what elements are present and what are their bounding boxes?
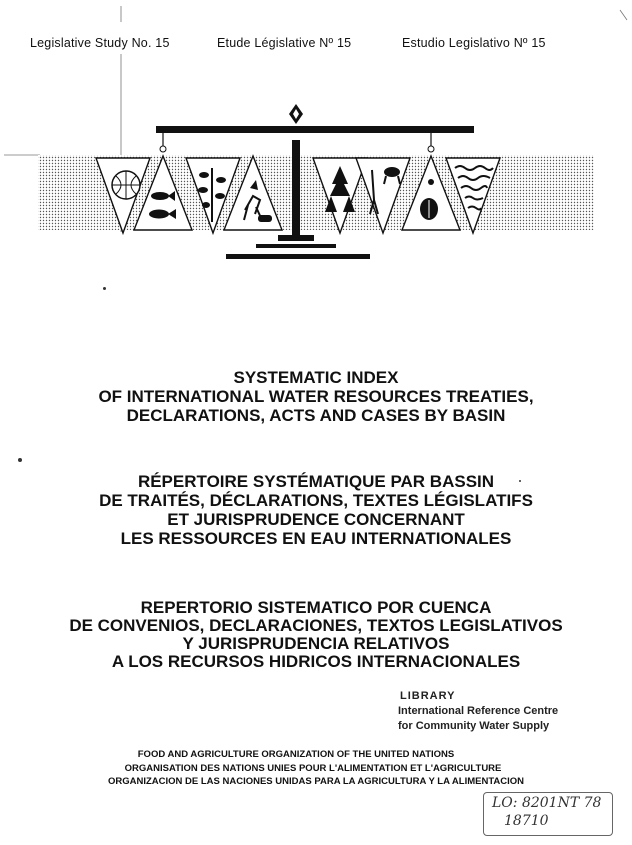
org-spanish: ORGANIZACION DE LAS NACIONES UNIDAS PARA LA AGRICULTURA Y LA ALIMENTACION — [107, 776, 525, 787]
series-header — [0, 36, 632, 54]
title-line: OF INTERNATIONAL WATER RESOURCES TREATIES, — [98, 387, 534, 406]
title-line: DECLARATIONS, ACTS AND CASES BY BASIN — [126, 406, 506, 425]
organization-names — [0, 748, 632, 789]
title-line: DE TRAITÉS, DÉCLARATIONS, TEXTES LÉGISLATIFS — [99, 491, 533, 510]
series-english: Legislative Study No. 15 — [30, 36, 170, 50]
forest-triangle-icon — [313, 158, 367, 233]
series-spanish: Estudio Legislativo Nº 15 — [402, 36, 546, 50]
series-french: Etude Législative Nº 15 — [217, 36, 352, 50]
wildlife-triangle-icon — [356, 158, 410, 233]
accession-number: 18710 — [504, 813, 549, 829]
title-line: Y JURISPRUDENCIA RELATIVOS — [182, 634, 450, 653]
globe-triangle-icon — [96, 158, 150, 233]
stamp-centre: International Reference Centre — [398, 705, 559, 717]
fish-triangle-icon — [134, 156, 192, 230]
org-french: ORGANISATION DES NATIONS UNIES POUR L'ALIMENTATION ET L'AGRICULTURE — [124, 762, 502, 774]
water-triangle-icon — [446, 158, 500, 233]
plant-triangle-icon — [186, 158, 240, 233]
accession-code: LO: 8201NT 78 — [492, 795, 602, 811]
title-line: LES RESSOURCES EN EAU INTERNATIONALES — [120, 529, 512, 548]
stippled-band — [38, 155, 594, 230]
scale-beam — [156, 126, 474, 133]
title-line: DE CONVENIOS, DECLARACIONES, TEXTOS LEGISLATIVOS — [69, 616, 563, 635]
title-line: ET JURISPRUDENCE CONCERNANT — [167, 510, 465, 529]
produce-triangle-icon — [402, 156, 460, 230]
diamond-icon — [289, 104, 303, 124]
scan-mark — [620, 10, 627, 20]
title-french — [0, 472, 632, 548]
scale-pillar — [292, 140, 300, 235]
title-line: A LOS RECURSOS HIDRICOS INTERNACIONALES — [111, 652, 521, 671]
speck — [103, 287, 106, 290]
handwritten-accession-label — [483, 792, 613, 836]
stamp-library: LIBRARY — [400, 690, 456, 702]
speck — [18, 458, 22, 462]
title-line: REPERTORIO SISTEMATICO POR CUENCA — [140, 598, 492, 617]
library-stamp — [398, 689, 558, 734]
org-english: FOOD AND AGRICULTURE ORGANIZATION OF THE UNITED NATIONS — [137, 749, 455, 760]
title-spanish — [0, 599, 632, 671]
livestock-triangle-icon — [224, 156, 282, 230]
stamp-supply: for Community Water Supply — [398, 720, 550, 732]
title-line: SYSTEMATIC INDEX — [233, 368, 399, 387]
title-english — [0, 368, 632, 425]
scale-base — [278, 235, 314, 241]
title-line: RÉPERTOIRE SYSTÉMATIQUE PAR BASSIN — [137, 472, 495, 491]
